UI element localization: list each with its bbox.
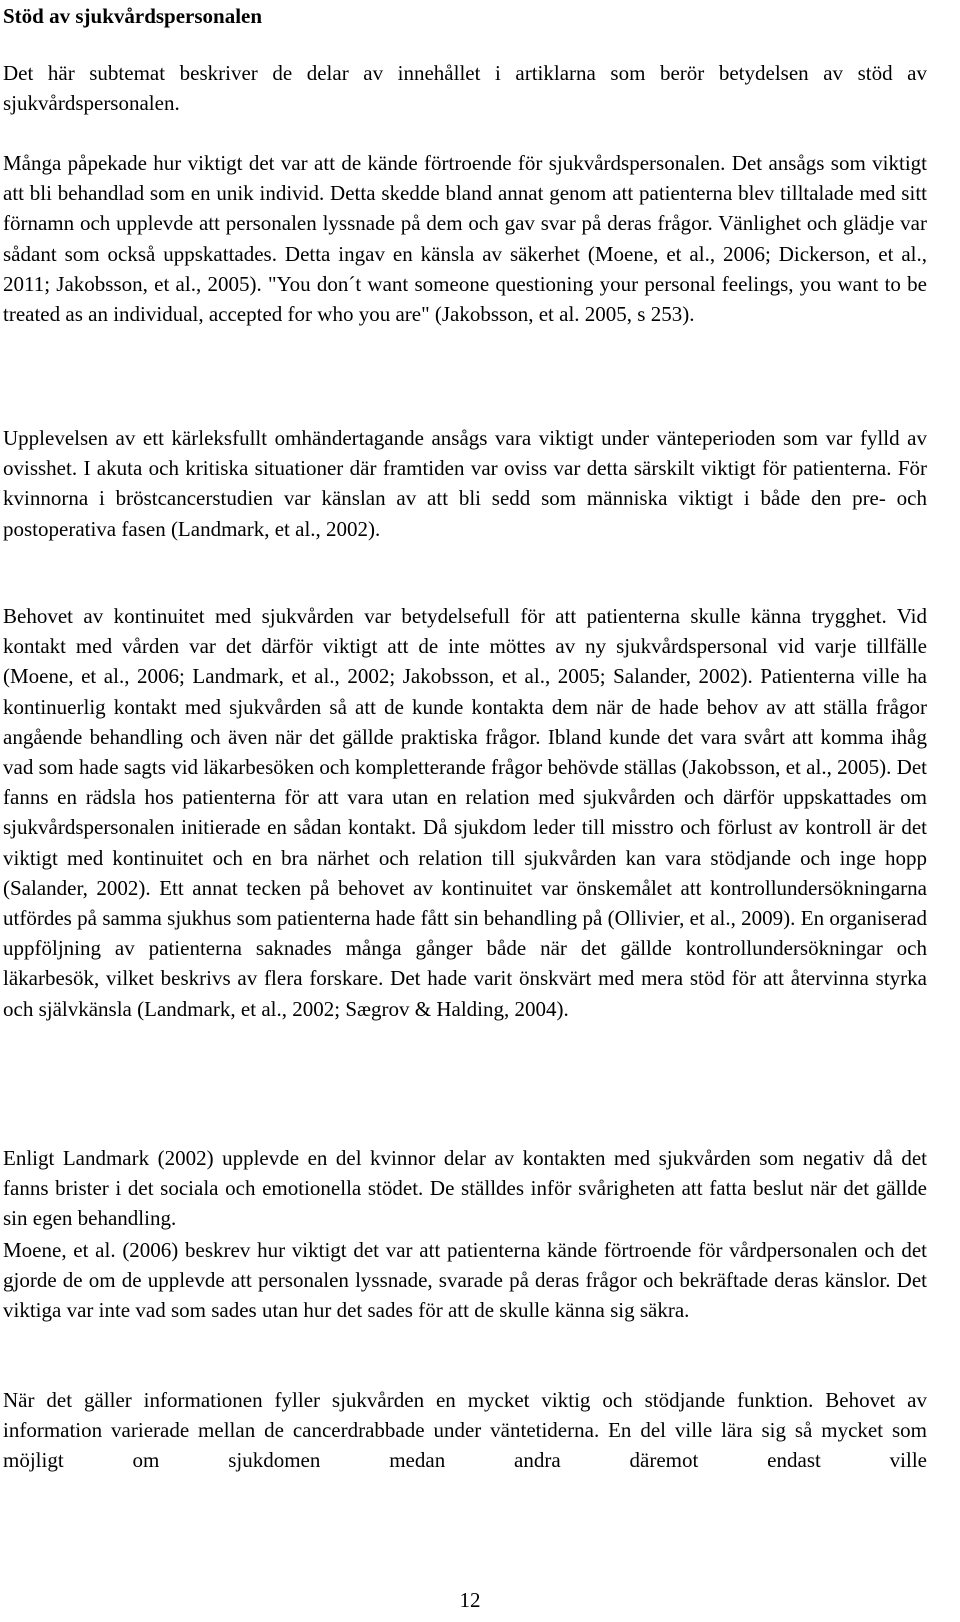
paragraph-landmark: Enligt Landmark (2002) upplevde en del kvinnor delar av kontakten med sjukvården som negativ då det fanns brister i det sociala och emotionella stödet. De ställdes inför svårigheten att fatta beslut när det gällde sin egen behandling. <box>3 1146 927 1231</box>
page-number: 12 <box>459 1588 481 1612</box>
paragraph-moene: Moene, et al. (2006) beskrev hur viktigt det var att patienterna kände förtroende för vårdpersonalen och det gjorde de om de upplevde att personalen lyssnade, svarade på deras frågor och bekräftade deras känslor. Det viktiga var inte vad som sades utan hur det sades för att de skulle känna sig säkra. <box>3 1238 927 1323</box>
paragraph-care: Upplevelsen av ett kärleksfullt omhändertagande ansågs vara viktigt under vänteperioden som var fylld av ovisshet. I akuta och kritiska situationer där framtiden var oviss var detta särskilt viktigt för patienterna. För kvinnorna i bröstcancerstudien var känslan av att bli sedd som människa viktigt i både den pre- och postoperativa fasen (Landmark, et al., 2002). <box>3 426 927 541</box>
paragraph-trust: Många påpekade hur viktigt det var att de kände förtroende för sjukvårdspersonalen. Det ansågs som viktigt att bli behandlad som en unik individ. Detta skedde bland annat genom att patienterna blev tilltalade med sitt förnamn och upplevde att personalen lyssnade på dem och gav svar på deras frågor. Vänlighet och glädje var sådant som också uppskattades. Detta ingav en känsla av säkerhet (Moene, et al., 2006; Dickerson, et al., 2011; Jakobsson, et al., 2005). "You don´t want someone questioning your personal feelings, you want to be treated as an individual, accepted for who you are" (Jakobsson, et al. 2005, s 253). <box>3 151 927 327</box>
paragraph-intro: Det här subtemat beskriver de delar av innehållet i artiklarna som berör betydelsen av stöd av sjukvårdspersonalen. <box>3 61 927 116</box>
paragraph-continuity: Behovet av kontinuitet med sjukvården var betydelsefull för att patienterna skulle känna trygghet. Vid kontakt med vården var det därför viktigt att de inte möttes av ny sjukvårdspersonal vid varje tillfälle (Moene, et al., 2006; Landmark, et al., 2002; Jakobsson, et al., 2005; Salander, 2002). Patienterna ville ha kontinuerlig kontakt med sjukvården så att de kunde kontakta dem när de hade behov av att ställa frågor angående behandling och även när det gällde praktiska frågor. Ibland kunde det vara svårt att komma ihåg vad som hade sagts vid läkarbesöken och kompletterande frågor behövde ställas (Jakobsson, et al., 2005). Det fanns en rädsla hos patienterna för att vara utan en relation med sjukvården och därför uppskattades om sjukvårdspersonalen initierade en sådan kontakt. Då sjukdom leder till misstro och förlust av kontroll är det viktigt med kontinuitet och en bra närhet och relation till sjukvården kan vara stödjande och inge hopp (Salander, 2002). Ett annat tecken på behovet av kontinuitet var önskemålet att kontrollundersökningarna utfördes på samma sjukhus som patienterna hade fått sin behandling på (Ollivier, et al., 2009). En organiserad uppföljning av patienterna saknades många gånger både när det gällde kontrollundersökningar och läkarbesök, vilket beskrivs av flera forskare. Det hade varit önskvärt med mera stöd för att återvinna styrka och självkänsla (Landmark, et al., 2002; Sægrov & Halding, 2004). <box>3 604 927 1021</box>
section-heading: Stöd av sjukvårdspersonalen <box>3 4 263 28</box>
paragraph-information: När det gäller informationen fyller sjukvården en mycket viktig och stödjande funktion. Behovet av information varierade mellan de cancerdrabbade under väntetiderna. En del ville lära sig så mycket som möjligt om sjukdomen medan andra däremot endast ville <box>3 1388 927 1473</box>
